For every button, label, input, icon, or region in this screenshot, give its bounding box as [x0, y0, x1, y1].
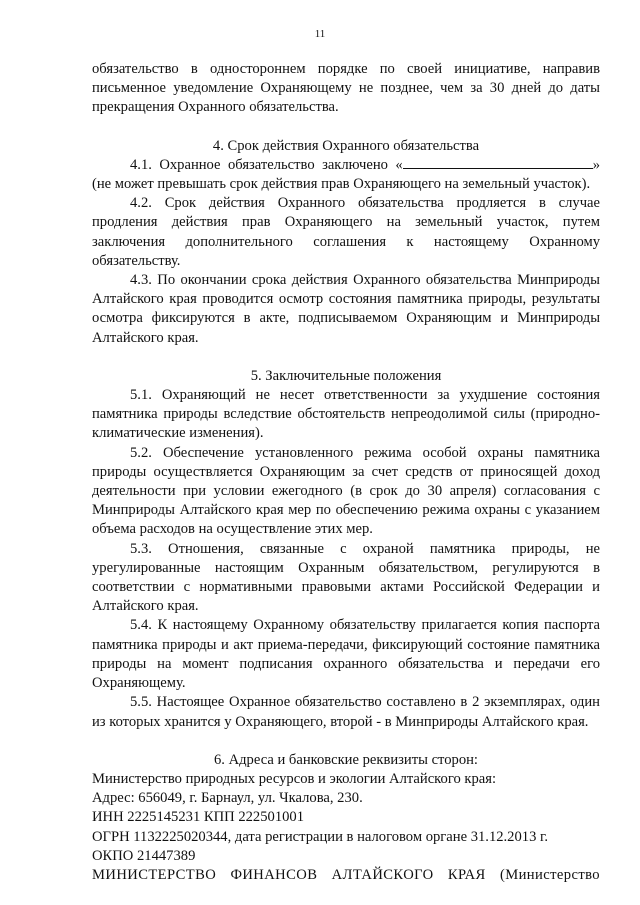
requisites-line: ОГРН 1132225020344, дата регистрации в налоговом органе 31.12.2013 г. [92, 828, 549, 845]
section-5-title: 5. Заключительные положения [250, 367, 442, 384]
section-4-1-close-quote: » [592, 156, 600, 173]
requisites-line: ОКПО 21447389 [92, 847, 196, 864]
requisites-line: Адрес: 656049, г. Барнаул, ул. Чкалова, 230. [92, 790, 363, 807]
section-4-2-paragraph: 4.2. Срок действия Охранного обязательства продляется в случае продления действия прав Охраняющего на земельный участок, путем заключения дополнительного соглашения к настоящему Охранному обязательству. [92, 195, 600, 269]
section-4-title: 4. Срок действия Охранного обязательства [212, 137, 480, 154]
document-body [92, 60, 600, 885]
section-4-1-continuation: (не может превышать срок действия прав Охраняющего на земельный участок). [92, 176, 591, 193]
page-number: 11 [314, 28, 326, 40]
section-6-title: 6. Адреса и банковские реквизиты сторон: [214, 751, 478, 768]
date-blank-line [403, 156, 593, 169]
requisites-line: Министерство природных ресурсов и экологии Алтайского края: [92, 770, 497, 787]
ministry-of-finance-line: МИНИСТЕРСТВО ФИНАНСОВ АЛТАЙСКОГО КРАЯ (Министерство [92, 866, 600, 883]
section-5-4-paragraph: 5.4. К настоящему Охранному обязательству прилагается копия паспорта памятника природы и акт приема-передачи, фиксирующий состояние памятника природы на момент подписания охранного обязательства и передачи его Охраняющему. [92, 617, 600, 692]
section-4-1-text: 4.1. Охранное обязательство заключено « [130, 156, 403, 173]
section-5-1-paragraph: 5.1. Охраняющий не несет ответственности за ухудшение состояния памятника природы вследствие обстоятельств непреодолимой силы (природно-климатические изменения). [92, 387, 600, 442]
section-4-1-paragraph [92, 156, 600, 194]
section-4-3-paragraph: 4.3. По окончании срока действия Охранного обязательства Минприроды Алтайского края проводится осмотр состояния памятника природы, результаты осмотра фиксируются в акте, подписываемом Охраняющим и Минприроды Алтайского края. [92, 272, 600, 346]
section-5-5-paragraph: 5.5. Настоящее Охранное обязательство составлено в 2 экземплярах, один из которых хранится у Охраняющего, второй - в Минприроды Алтайского края. [92, 694, 600, 730]
intro-paragraph: обязательство в одностороннем порядке по своей инициативе, направив письменное уведомление Охраняющему не позднее, чем за 30 дней до даты прекращения Охранного обязательства. [92, 61, 600, 116]
section-5-2-paragraph: 5.2. Обеспечение установленного режима особой охраны памятника природы осуществляется Охраняющим за счет средств от приносящей доход деятельности при условии ежегодного (в срок до 30 апреля) согласования с Минприроды Алтайского края мер по обеспечению режима охраны с указанием объема расходов на осуществление этих мер. [92, 444, 600, 538]
requisites-line: ИНН 2225145231 КПП 222501001 [92, 809, 305, 826]
section-5-3-paragraph: 5.3. Отношения, связанные с охраной памятника природы, не урегулированные настоящим Охранным обязательством, регулируются в соответствии с нормативными правовыми актами Российской Федерации и Алтайского края. [92, 540, 600, 615]
